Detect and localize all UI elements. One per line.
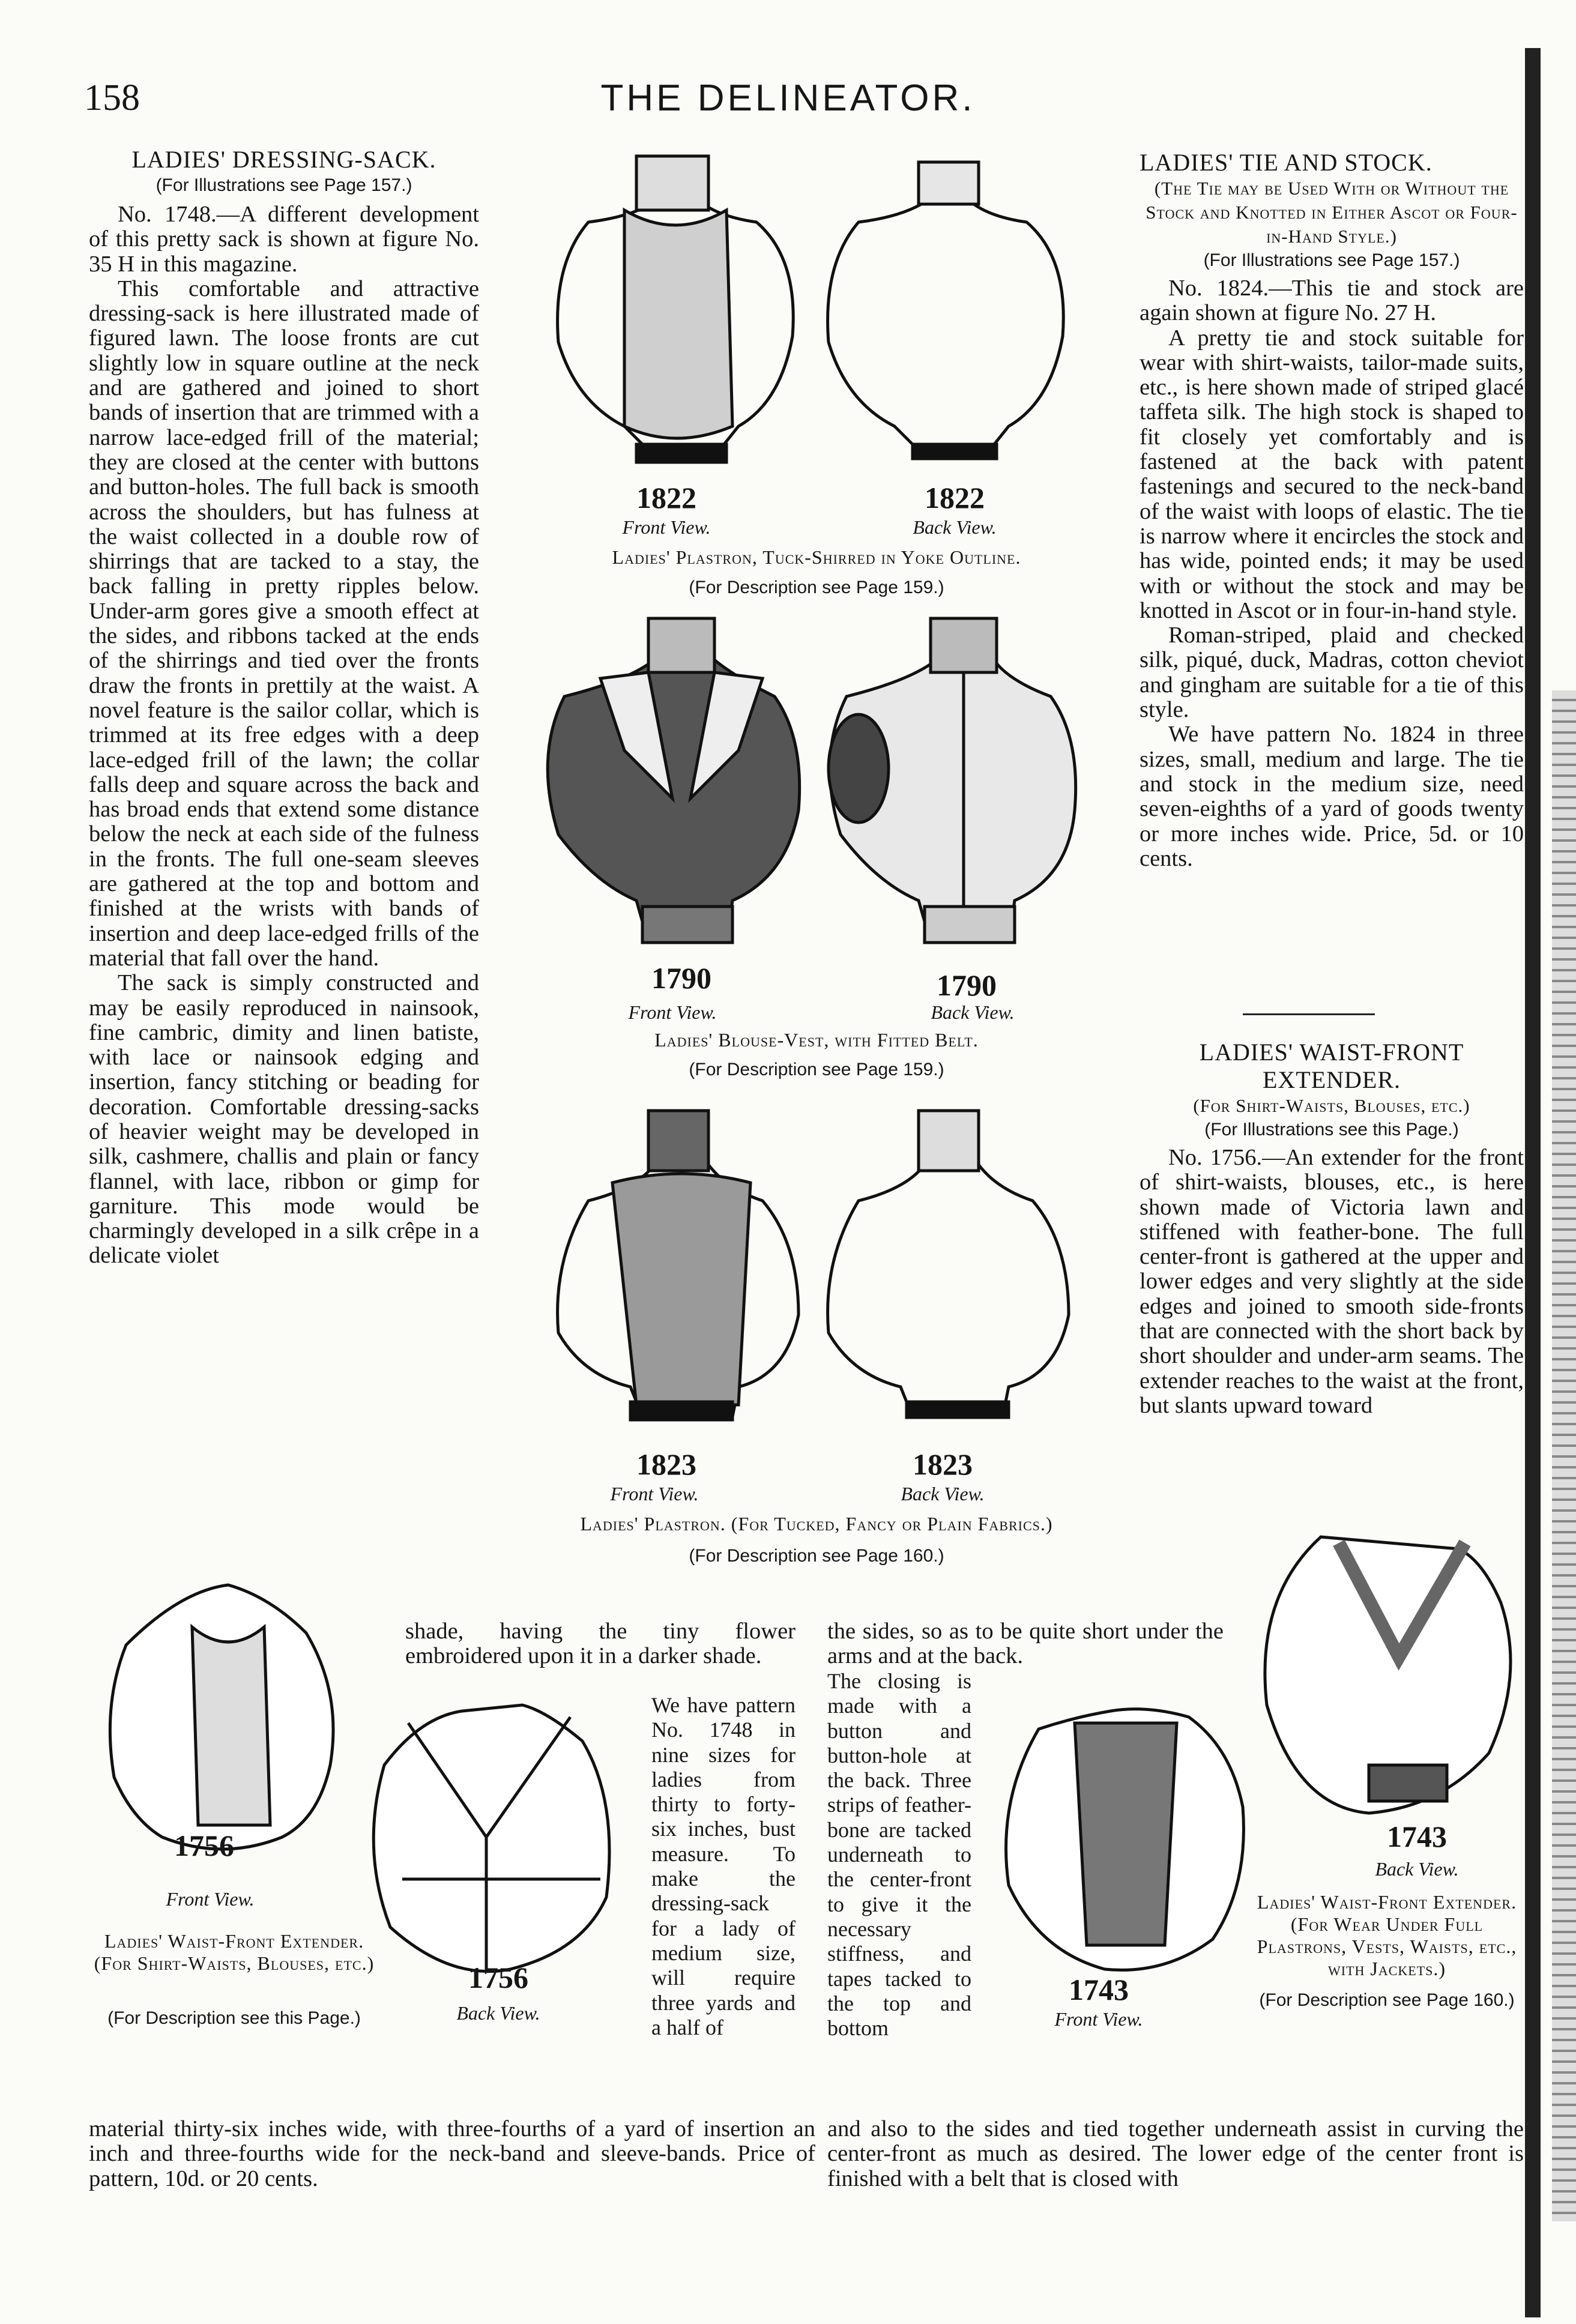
figure-caption: Ladies' Blouse-Vest, with Fitted Belt. [654,1029,979,1051]
right-article-narrow-column: The closing is made with a button and button-hole at the back. Three strips of feather-bone are tacked underneath to the center-front to give it the necessary stiffness, and tapes tacked to the top and bottom [827,1669,971,2041]
back-view-label: Back View. [1375,1858,1459,1880]
paragraph: No. 1748.—A different development of this pretty sack is shown at figure No. 35 H in this magazine. [89,202,479,277]
right-article-ending: and also to the sides and tied together underneath assist in curving the center-front as much as desired. The lower edge of the center front is finished with a belt that is closed with [827,2116,1524,2191]
figure-number-back: 1822 [925,481,985,515]
figure-number-front: 1756 [174,1829,234,1862]
extender-back [373,1705,609,1972]
page-number: 158 [84,77,140,118]
front-view-label: Front View. [610,1483,699,1505]
figure-number-front: 1823 [636,1447,696,1481]
front-view-label: Front View. [166,1888,255,1910]
paragraph: A pretty tie and stock suitable for wear with shirt-waists, tailor-made suits, etc., is here shown made of striped glacé taffeta silk. The high stock is shaped to fit closely yet comfortably and is fastened at the back with patent fastenings and secured to the neck-band of the waist with loops of elastic. The tie is narrow where it encircles the stock and has wide, pointed ends; it may be used with or without the stock and may be knotted in Ascot or in four-in-hand style. [1140,325,1524,623]
back-view-label: Back View. [901,1483,985,1505]
figure-description-ref: (For Description see Page 160.) [689,1546,944,1566]
figure-description-ref: (For Description see Page 159.) [689,1060,944,1079]
figure-1822-illustration [534,144,1105,480]
back-view-label: Back View. [913,516,997,538]
paragraph: Roman-striped, plaid and checked silk, piqué, duck, Madras, cotton cheviot and gingham are suitable for a tie of this style. [1140,623,1524,723]
paragraph: This comfortable and attractive dressing-sack is here illustrated made of figured lawn. The loose fronts are cut slightly low in square outline at the neck and are gathered and joined to short bands of insertion that are trimmed with a narrow lace-edged frill of the material; they are closed at the center with buttons and button-holes. The full back is smooth across the shoulders, but has fulness at the waist collected in a double row of shirrings that are tacked to a stay, the back falling in pretty ripples below. Under-arm gores give a smooth effect at the sides, and ribbons tacked at the ends of the shirrings and tied over the fronts draw the fronts in prettily at the waist. A novel feature is the sailor collar, which is trimmed at its free edges with a deep lace-edged frill of the lawn; the collar falls deep and square across the back and has broad ends that extend some distance below the neck at each side of the fulness in the fronts. The full one-seam sleeves are gathered at the top and bottom and finished at the wrists with bands of insertion and deep lace-edged frills of the material that fall over the hand. [89,276,479,971]
article-title-note: (The Tie may be Used With or Without the Stock and Knotted in Either Ascot or Four-in-Hand Style.) [1146,178,1518,247]
back-view-label: Back View. [931,1001,1015,1023]
article-title: LADIES' TIE AND STOCK. [1140,149,1433,176]
front-view-label: Front View. [622,516,711,538]
masthead-title: THE DELINEATOR. [600,77,976,119]
figure-caption: Ladies' Plastron, Tuck-Shirred in Yoke Outline. [612,546,1021,568]
back-view-label: Back View. [456,2002,540,2024]
figure-1790-illustration [534,618,1105,955]
figure-number-front: 1822 [636,481,696,515]
figure-description-ref: (For Description see Page 160.) [1259,1990,1515,2010]
extender-1743-front [1006,1709,1244,1970]
article-title-note: (For Shirt-Waists, Blouses, etc.) [1193,1095,1470,1116]
figure-number-back: 1756 [468,1961,528,1994]
adjacent-page-bleed [1552,690,1576,2221]
paragraph: We have pattern No. 1824 in three sizes, small, medium and large. The tie and stock in the medium size, need seven-eighths of a yard of goods twenty or more inches wide. Price, 5d. or 10 cents. [1140,722,1524,871]
right-article-continuation: the sides, so as to be quite short under the arms and at the back. [827,1619,1224,1669]
paragraph: No. 1756.—An extender for the front of shirt-waists, blouses, etc., is here shown made of Victoria lawn and stiffened with feather-bone. The full center-front is gathered at the upper and lower edges and very slightly at the side edges and joined to smooth side-fronts that are connected with the short back by short shoulder and under-arm seams. The extender reaches to the waist at the front, but slants upward toward [1140,1145,1524,1418]
left-article [89,146,479,1269]
plastron-back [828,1111,1069,1417]
left-article-narrow-column: We have pattern No. 1748 in nine sizes for ladies from thirty to forty-six inches, bust measure. To make the dressing-sack for a lady of medium size, will require three yards and a half of [651,1693,796,2039]
blouse-vest-back [829,618,1076,943]
left-article-ending: material thirty-six inches wide, with three-fourths of a yard of insertion an inch and three-fourths wide for the neck-band and sleeve-bands. Price of pattern, 10d. or 20 cents. [89,2116,815,2191]
paragraph: No. 1824.—This tie and stock are again shown at figure No. 27 H. [1140,276,1524,326]
blouse-vest-front [548,618,799,943]
figure-number-back: 1790 [937,968,997,1002]
figure-number-front: 1790 [651,961,711,995]
plastron-front [558,1111,799,1420]
article-title: LADIES' WAIST-FRONT EXTENDER. [1199,1039,1464,1093]
section-divider [1243,1013,1375,1015]
bust-form-front [558,156,794,462]
figure-number-front: 1743 [1069,1973,1129,2006]
paragraph: The sack is simply constructed and may be easily reproduced in nainsook, fine cambric, dimity and linen batiste, with lace or nainsook edging and insertion, fancy stitching or beading for decoration. Comfortable dressing-sacks of heavier weight may be developed in silk, cashmere, challis and plain or fancy flannel, with lace, ribbon or gimp for garniture. This mode would be charmingly developed in a silk crêpe in a delicate violet [89,970,479,1269]
figure-number-back: 1823 [913,1447,973,1481]
figure-description-ref: (For Description see this Page.) [107,2008,361,2028]
figure-caption: Ladies' Waist-Front Extender. (For Wear Under Full Plastrons, Vests, Waists, etc., with Jackets.) [1257,1891,1517,1979]
front-view-label: Front View. [628,1001,717,1023]
figure-caption: Ladies' Waist-Front Extender. (For Shirt-Waists, Blouses, etc.) [94,1930,375,1974]
article-title: LADIES' DRESSING-SACK. [131,146,436,173]
bust-form-back [828,162,1064,459]
extender-1743-back [1265,1537,1511,1813]
article-ref: (For Illustrations see this Page.) [1204,1120,1459,1139]
figure-number-back: 1743 [1387,1820,1447,1853]
right-article-tie [1140,149,1524,871]
left-article-continuation: shade, having the tiny flower embroidered upon it in a darker shade. [405,1619,796,1669]
extender-front [110,1585,333,1849]
right-article-extender [1140,1039,1524,1418]
figure-1823-illustration [534,1105,1105,1441]
figure-caption: Ladies' Plastron. (For Tucked, Fancy or Plain Fabrics.) [580,1513,1053,1535]
front-view-label: Front View. [1054,2008,1143,2030]
article-ref: (For Illustrations see Page 157.) [155,175,412,195]
article-ref: (For Illustrations see Page 157.) [1203,250,1460,270]
figure-description-ref: (For Description see Page 159.) [689,578,944,597]
